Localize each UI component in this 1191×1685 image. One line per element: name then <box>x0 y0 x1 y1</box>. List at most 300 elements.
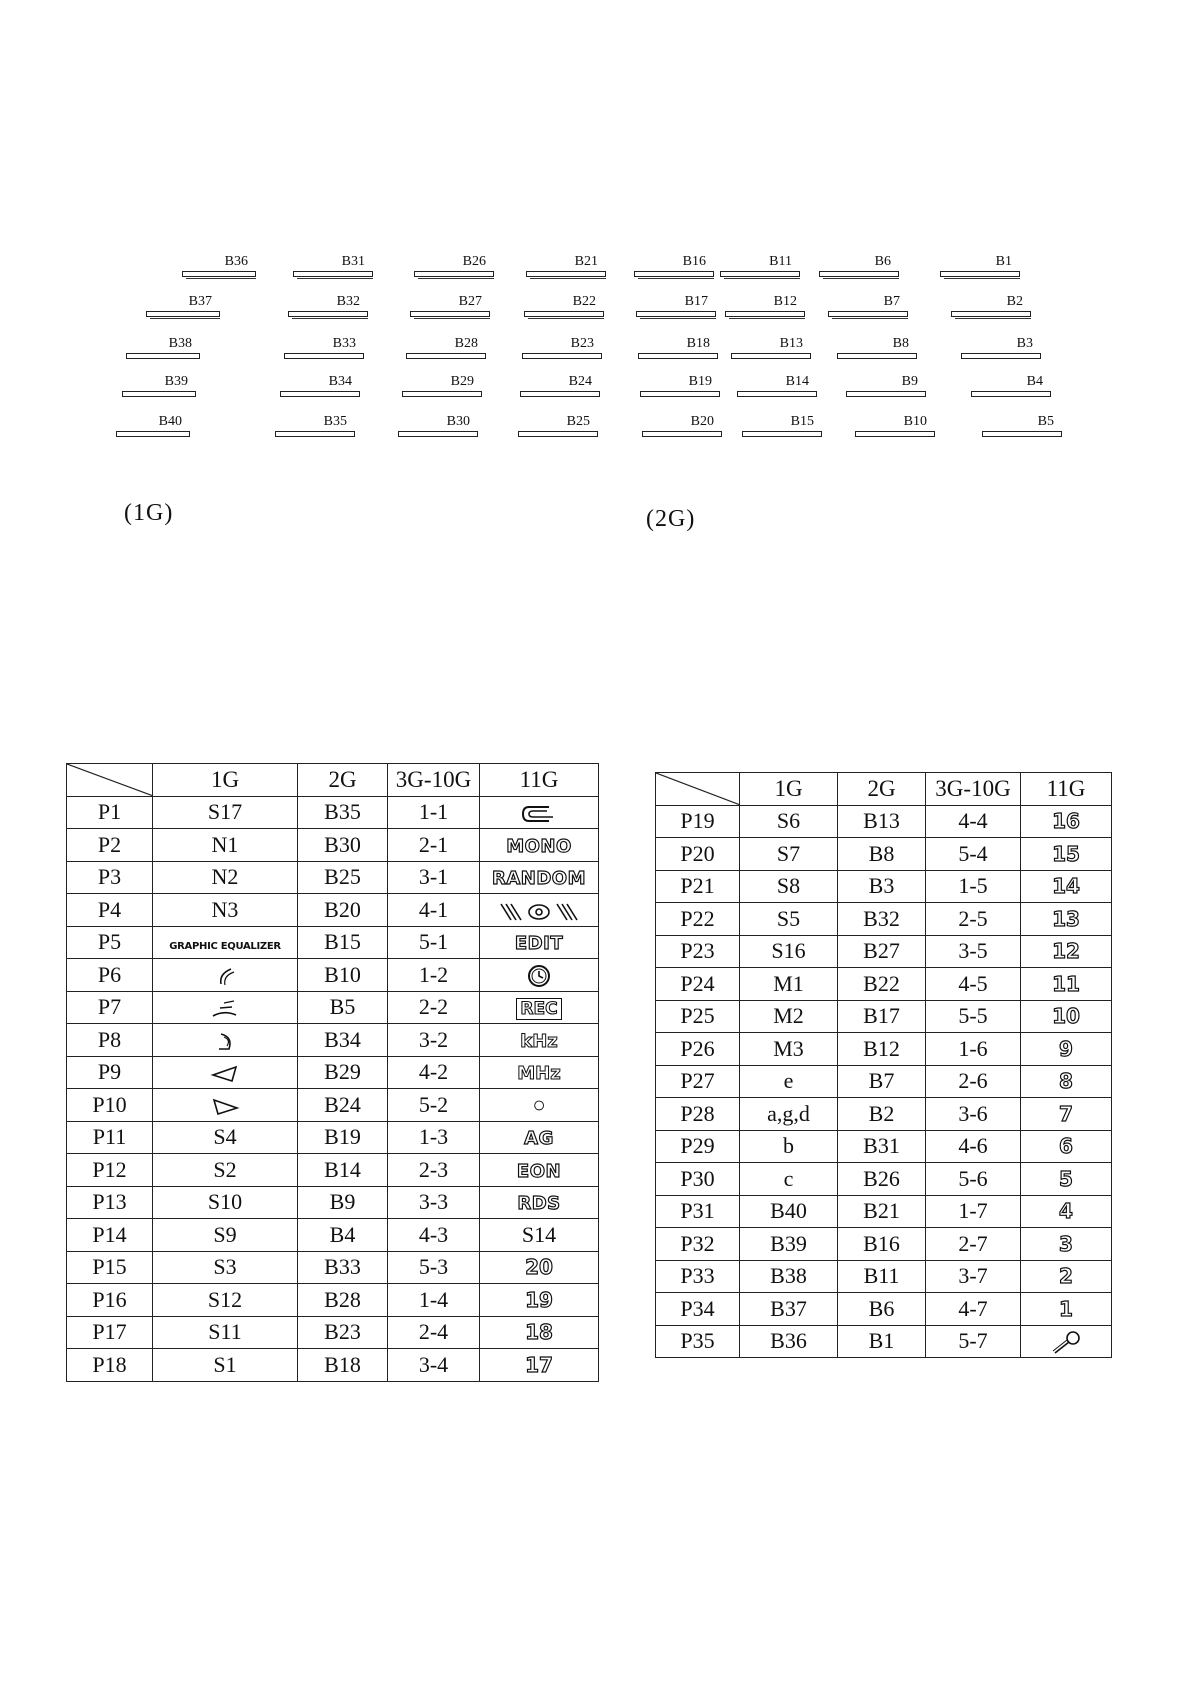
g1-cell: S6 <box>740 805 838 838</box>
pin-cell: P35 <box>656 1325 740 1358</box>
g2-cell: B7 <box>838 1065 926 1098</box>
g1-cell: B36 <box>740 1325 838 1358</box>
pin-cell: P14 <box>67 1219 153 1252</box>
g3-cell: 5-3 <box>388 1251 480 1284</box>
g3-cell: 1-7 <box>926 1195 1021 1228</box>
g2-cell: B21 <box>838 1195 926 1228</box>
segment-bar <box>961 353 1041 359</box>
microphone-icon <box>1049 1327 1083 1352</box>
g11-cell <box>480 926 599 959</box>
header-3g-10g: 3G-10G <box>388 764 480 797</box>
g11-cell <box>480 1154 599 1187</box>
table-row <box>67 1089 599 1122</box>
segment-b24 <box>520 374 600 402</box>
table-row <box>67 1186 599 1219</box>
track-number-indicator: 20 <box>525 1255 553 1280</box>
pin-cell: P18 <box>67 1349 153 1382</box>
g2-cell: B22 <box>838 968 926 1001</box>
segment-b9 <box>846 374 926 402</box>
segment-bar <box>731 353 811 359</box>
g1-cell: S17 <box>153 796 298 829</box>
g3-cell: 4-6 <box>926 1130 1021 1163</box>
pin-cell: P34 <box>656 1293 740 1326</box>
g2-cell: B28 <box>298 1284 388 1317</box>
track-number-indicator: 6 <box>1059 1134 1073 1159</box>
g2-cell: B15 <box>298 926 388 959</box>
segment-label: B39 <box>164 374 188 389</box>
segment-underline <box>297 278 373 279</box>
pin-cell: P12 <box>67 1154 153 1187</box>
g2-cell: B23 <box>298 1316 388 1349</box>
table-row <box>67 1349 599 1382</box>
table-row <box>67 861 599 894</box>
g3-cell: 4-2 <box>388 1056 480 1089</box>
g2-cell: B34 <box>298 1024 388 1057</box>
track-number-indicator: 7 <box>1059 1101 1073 1126</box>
g2-cell: B3 <box>838 870 926 903</box>
g1-cell: N2 <box>153 861 298 894</box>
g1-cell: S12 <box>153 1284 298 1317</box>
g1-cell: S5 <box>740 903 838 936</box>
segment-label: B27 <box>458 294 482 309</box>
pin-cell: P13 <box>67 1186 153 1219</box>
segment-bar <box>642 431 722 437</box>
g3-cell: 5-2 <box>388 1089 480 1122</box>
segment-label: B16 <box>682 254 706 269</box>
g11-cell <box>1021 1260 1112 1293</box>
g11-cell <box>1021 1130 1112 1163</box>
segment-label: B11 <box>769 254 792 269</box>
segment-label: B40 <box>158 414 182 429</box>
segment-label: B25 <box>566 414 590 429</box>
g1-cell: B40 <box>740 1195 838 1228</box>
segment-bar <box>284 353 364 359</box>
g1-cell: a,g,d <box>740 1098 838 1131</box>
g1-cell <box>153 991 298 1024</box>
segment-underline <box>640 318 716 319</box>
segment-bar <box>725 311 805 317</box>
segment-bar <box>126 353 200 359</box>
segment-underline <box>528 318 604 319</box>
segment-label: B2 <box>1006 294 1023 309</box>
table-row <box>656 1195 1112 1228</box>
g1-cell: S1 <box>153 1349 298 1382</box>
g2-cell: B16 <box>838 1228 926 1261</box>
segment-bar <box>398 431 478 437</box>
g1-cell: B38 <box>740 1260 838 1293</box>
g11-cell <box>480 1219 599 1252</box>
g11-cell <box>480 1089 599 1122</box>
segment-label: B31 <box>341 254 365 269</box>
table-row <box>67 894 599 927</box>
g11-cell <box>1021 935 1112 968</box>
table-row <box>67 959 599 992</box>
segment-bar <box>293 271 373 277</box>
segment-label: B10 <box>903 414 927 429</box>
pin-cell: P31 <box>656 1195 740 1228</box>
g3-cell: 1-2 <box>388 959 480 992</box>
g3-cell: 4-4 <box>926 805 1021 838</box>
g2-cell: B26 <box>838 1163 926 1196</box>
table-row <box>656 870 1112 903</box>
track-number-indicator: 14 <box>1052 874 1080 899</box>
g3-cell: 2-7 <box>926 1228 1021 1261</box>
g2-cell: B30 <box>298 829 388 862</box>
g1-cell: M1 <box>740 968 838 1001</box>
g3-cell: 1-3 <box>388 1121 480 1154</box>
pin-cell: P4 <box>67 894 153 927</box>
triangle-left-icon <box>210 1059 240 1084</box>
segment-bar <box>402 391 482 397</box>
segment-bar <box>720 271 800 277</box>
segment-label: B17 <box>684 294 708 309</box>
segment-b5 <box>982 414 1062 442</box>
arc-segment-right-icon <box>213 1027 237 1052</box>
track-number-indicator: 10 <box>1052 1004 1080 1029</box>
segment-underline <box>414 318 490 319</box>
g1-cell: B39 <box>740 1228 838 1261</box>
pin-cell: P21 <box>656 870 740 903</box>
g1-cell: e <box>740 1065 838 1098</box>
segment-label: B6 <box>874 254 891 269</box>
triangle-right-icon <box>210 1092 240 1117</box>
g11-cell <box>480 1284 599 1317</box>
g2-cell: B29 <box>298 1056 388 1089</box>
g3-cell: 1-4 <box>388 1284 480 1317</box>
table-row <box>67 1219 599 1252</box>
segment-bar <box>122 391 196 397</box>
track-number-indicator: 16 <box>1052 809 1080 834</box>
cell-text: S14 <box>521 1221 557 1247</box>
g3-cell: 3-6 <box>926 1098 1021 1131</box>
g3-cell: 2-2 <box>388 991 480 1024</box>
segment-b23 <box>522 336 602 364</box>
track-number-indicator: 1 <box>1059 1296 1073 1321</box>
header-2g: 2G <box>298 764 388 797</box>
segment-b15 <box>742 414 822 442</box>
table-row <box>656 1228 1112 1261</box>
clock-icon <box>526 961 552 986</box>
unit-indicator: MHz <box>517 1063 561 1085</box>
segment-underline <box>724 278 800 279</box>
unit-indicator: kHz <box>520 1030 558 1052</box>
g3-cell: 4-5 <box>926 968 1021 1001</box>
pin-cell: P32 <box>656 1228 740 1261</box>
pin-cell: P1 <box>67 796 153 829</box>
g2-cell: B2 <box>838 1098 926 1131</box>
g3-cell: 3-5 <box>926 935 1021 968</box>
g11-cell <box>1021 1000 1112 1033</box>
indicator-label: AG <box>524 1128 554 1150</box>
g3-cell: 5-1 <box>388 926 480 959</box>
segment-label: B20 <box>690 414 714 429</box>
segment-bar <box>275 431 355 437</box>
table-row <box>67 1284 599 1317</box>
g1-cell <box>153 1056 298 1089</box>
segment-label: B7 <box>883 294 900 309</box>
track-number-indicator: 3 <box>1059 1231 1073 1256</box>
segment-b39 <box>122 374 196 402</box>
segment-bar <box>971 391 1051 397</box>
segment-label: B15 <box>790 414 814 429</box>
g2-cell: B8 <box>838 838 926 871</box>
g11-cell <box>1021 838 1112 871</box>
segment-label: B23 <box>570 336 594 351</box>
g11-cell <box>480 959 599 992</box>
g1-cell: c <box>740 1163 838 1196</box>
g1-cell: S16 <box>740 935 838 968</box>
segment-underline <box>955 318 1031 319</box>
track-number-indicator: 2 <box>1059 1264 1073 1289</box>
segment-bar <box>522 353 602 359</box>
segment-b22 <box>524 294 604 322</box>
segment-label: B35 <box>323 414 347 429</box>
g1-cell: S4 <box>153 1121 298 1154</box>
track-number-indicator: 13 <box>1052 906 1080 931</box>
segment-bar <box>414 271 494 277</box>
segment-b3 <box>961 336 1041 364</box>
g2-cell: B17 <box>838 1000 926 1033</box>
segment-b7 <box>828 294 908 322</box>
segment-bar <box>146 311 220 317</box>
table-row <box>656 838 1112 871</box>
segment-label: B18 <box>686 336 710 351</box>
segment-bar <box>951 311 1031 317</box>
pin-cell: P10 <box>67 1089 153 1122</box>
pin-cell: P11 <box>67 1121 153 1154</box>
g1-cell: S2 <box>153 1154 298 1187</box>
table-row <box>67 1024 599 1057</box>
segment-underline <box>729 318 805 319</box>
segment-b26 <box>414 254 494 282</box>
table-row <box>656 1000 1112 1033</box>
g3-cell: 2-1 <box>388 829 480 862</box>
segment-b35 <box>275 414 355 442</box>
g11-cell <box>480 1121 599 1154</box>
g11-cell <box>1021 805 1112 838</box>
segment-label: B14 <box>785 374 809 389</box>
g1-cell: M3 <box>740 1033 838 1066</box>
segment-label: B22 <box>572 294 596 309</box>
track-number-indicator: 12 <box>1052 939 1080 964</box>
pin-cell: P16 <box>67 1284 153 1317</box>
g2-cell: B24 <box>298 1089 388 1122</box>
pin-cell: P2 <box>67 829 153 862</box>
segment-bar <box>524 311 604 317</box>
segment-b14 <box>737 374 817 402</box>
segment-bar <box>406 353 486 359</box>
segment-b17 <box>636 294 716 322</box>
g2-cell: B33 <box>298 1251 388 1284</box>
segment-bar <box>982 431 1062 437</box>
g3-cell: 2-6 <box>926 1065 1021 1098</box>
table-row <box>656 903 1112 936</box>
g11-cell <box>480 829 599 862</box>
segment-underline <box>292 318 368 319</box>
g2-cell: B18 <box>298 1349 388 1382</box>
g3-cell: 2-5 <box>926 903 1021 936</box>
g2-cell: B35 <box>298 796 388 829</box>
table-row <box>656 1065 1112 1098</box>
disc-icon <box>519 799 559 824</box>
track-number-indicator: 15 <box>1052 841 1080 866</box>
segment-b27 <box>410 294 490 322</box>
segment-underline <box>418 278 494 279</box>
segment-b37 <box>146 294 220 322</box>
g11-cell <box>1021 968 1112 1001</box>
segment-b30 <box>398 414 478 442</box>
table-row <box>67 829 599 862</box>
table-row <box>67 1121 599 1154</box>
segment-underline <box>530 278 606 279</box>
g2-cell: B12 <box>838 1033 926 1066</box>
table-row <box>656 1163 1112 1196</box>
g11-cell <box>1021 1033 1112 1066</box>
g3-cell: 3-2 <box>388 1024 480 1057</box>
segment-bar <box>828 311 908 317</box>
header-corner <box>656 773 740 806</box>
g1-cell: N1 <box>153 829 298 862</box>
segment-bar <box>742 431 822 437</box>
pin-cell: P30 <box>656 1163 740 1196</box>
table-row <box>656 1033 1112 1066</box>
g11-cell <box>480 1349 599 1382</box>
segment-underline <box>186 278 256 279</box>
segment-label: B19 <box>688 374 712 389</box>
segment-b16 <box>634 254 714 282</box>
segment-label: B12 <box>773 294 797 309</box>
g11-cell <box>1021 1195 1112 1228</box>
table-header-row <box>67 764 599 797</box>
g3-cell: 2-3 <box>388 1154 480 1187</box>
g2-cell: B27 <box>838 935 926 968</box>
g3-cell: 3-7 <box>926 1260 1021 1293</box>
pin-cell: P7 <box>67 991 153 1024</box>
g1-cell <box>153 1024 298 1057</box>
segment-label: B38 <box>168 336 192 351</box>
g3-cell: 3-1 <box>388 861 480 894</box>
g3-cell: 1-5 <box>926 870 1021 903</box>
segment-label: B21 <box>574 254 598 269</box>
segment-bar <box>520 391 600 397</box>
segment-b13 <box>731 336 811 364</box>
g11-cell <box>480 894 599 927</box>
segment-label: B8 <box>892 336 909 351</box>
g11-cell <box>1021 1293 1112 1326</box>
g3-cell: 5-7 <box>926 1325 1021 1358</box>
g2-cell: B9 <box>298 1186 388 1219</box>
g2-cell: B25 <box>298 861 388 894</box>
table-row <box>67 1251 599 1284</box>
header-3g-10g: 3G-10G <box>926 773 1021 806</box>
table-row <box>656 1293 1112 1326</box>
g3-cell: 5-5 <box>926 1000 1021 1033</box>
segment-underline <box>150 318 220 319</box>
table-row <box>656 1260 1112 1293</box>
g3-cell: 3-4 <box>388 1349 480 1382</box>
g11-cell <box>480 1251 599 1284</box>
pin-cell: P33 <box>656 1260 740 1293</box>
g2-cell: B13 <box>838 805 926 838</box>
header-11g: 11G <box>1021 773 1112 806</box>
segment-bar <box>837 353 917 359</box>
table-row <box>656 935 1112 968</box>
g11-cell <box>1021 1163 1112 1196</box>
g2-cell: B6 <box>838 1293 926 1326</box>
g1-cell: M2 <box>740 1000 838 1033</box>
segment-b11 <box>720 254 800 282</box>
arc-segment-bottom-icon <box>210 994 240 1019</box>
g3-cell: 4-3 <box>388 1219 480 1252</box>
g2-cell: B32 <box>838 903 926 936</box>
segment-bar <box>634 271 714 277</box>
g1-cell: S7 <box>740 838 838 871</box>
segment-table-left <box>66 763 599 1382</box>
segment-label: B36 <box>224 254 248 269</box>
pin-cell: P15 <box>67 1251 153 1284</box>
track-number-indicator: 17 <box>525 1352 553 1377</box>
g2-cell: B20 <box>298 894 388 927</box>
table-row <box>656 1098 1112 1131</box>
group-label-1g: (1G) <box>124 500 174 526</box>
segment-b20 <box>642 414 722 442</box>
pin-cell: P17 <box>67 1316 153 1349</box>
segment-bar <box>280 391 360 397</box>
indicator-label: RANDOM <box>491 868 586 890</box>
g1-cell <box>153 959 298 992</box>
segment-bar <box>640 391 720 397</box>
segment-b2 <box>951 294 1031 322</box>
segment-label: B24 <box>568 374 592 389</box>
g3-cell: 3-3 <box>388 1186 480 1219</box>
segment-label: B28 <box>454 336 478 351</box>
segment-label: B34 <box>328 374 352 389</box>
g3-cell: 5-4 <box>926 838 1021 871</box>
pin-cell: P8 <box>67 1024 153 1057</box>
g11-cell <box>1021 903 1112 936</box>
segment-bar <box>410 311 490 317</box>
pin-cell: P19 <box>656 805 740 838</box>
segment-b29 <box>402 374 482 402</box>
pin-cell: P25 <box>656 1000 740 1033</box>
g3-cell: 1-6 <box>926 1033 1021 1066</box>
segment-bar <box>526 271 606 277</box>
segment-b12 <box>725 294 805 322</box>
track-number-indicator: 11 <box>1052 971 1080 996</box>
segment-b18 <box>638 336 718 364</box>
g2-cell: B4 <box>298 1219 388 1252</box>
segment-bar <box>819 271 899 277</box>
segment-b10 <box>855 414 935 442</box>
table-row <box>656 805 1112 838</box>
arc-segment-left-icon <box>213 962 237 987</box>
g1-cell: S3 <box>153 1251 298 1284</box>
pin-cell: P9 <box>67 1056 153 1089</box>
segment-label: B5 <box>1037 414 1054 429</box>
segment-b6 <box>819 254 899 282</box>
track-number-indicator: 5 <box>1059 1166 1073 1191</box>
segment-b8 <box>837 336 917 364</box>
g1-cell: S10 <box>153 1186 298 1219</box>
segment-b36 <box>182 254 256 282</box>
g11-cell <box>480 796 599 829</box>
segment-b32 <box>288 294 368 322</box>
g2-cell: B11 <box>838 1260 926 1293</box>
header-11g: 11G <box>480 764 599 797</box>
segment-b31 <box>293 254 373 282</box>
segment-table-right <box>655 772 1112 1358</box>
segment-bar <box>116 431 190 437</box>
